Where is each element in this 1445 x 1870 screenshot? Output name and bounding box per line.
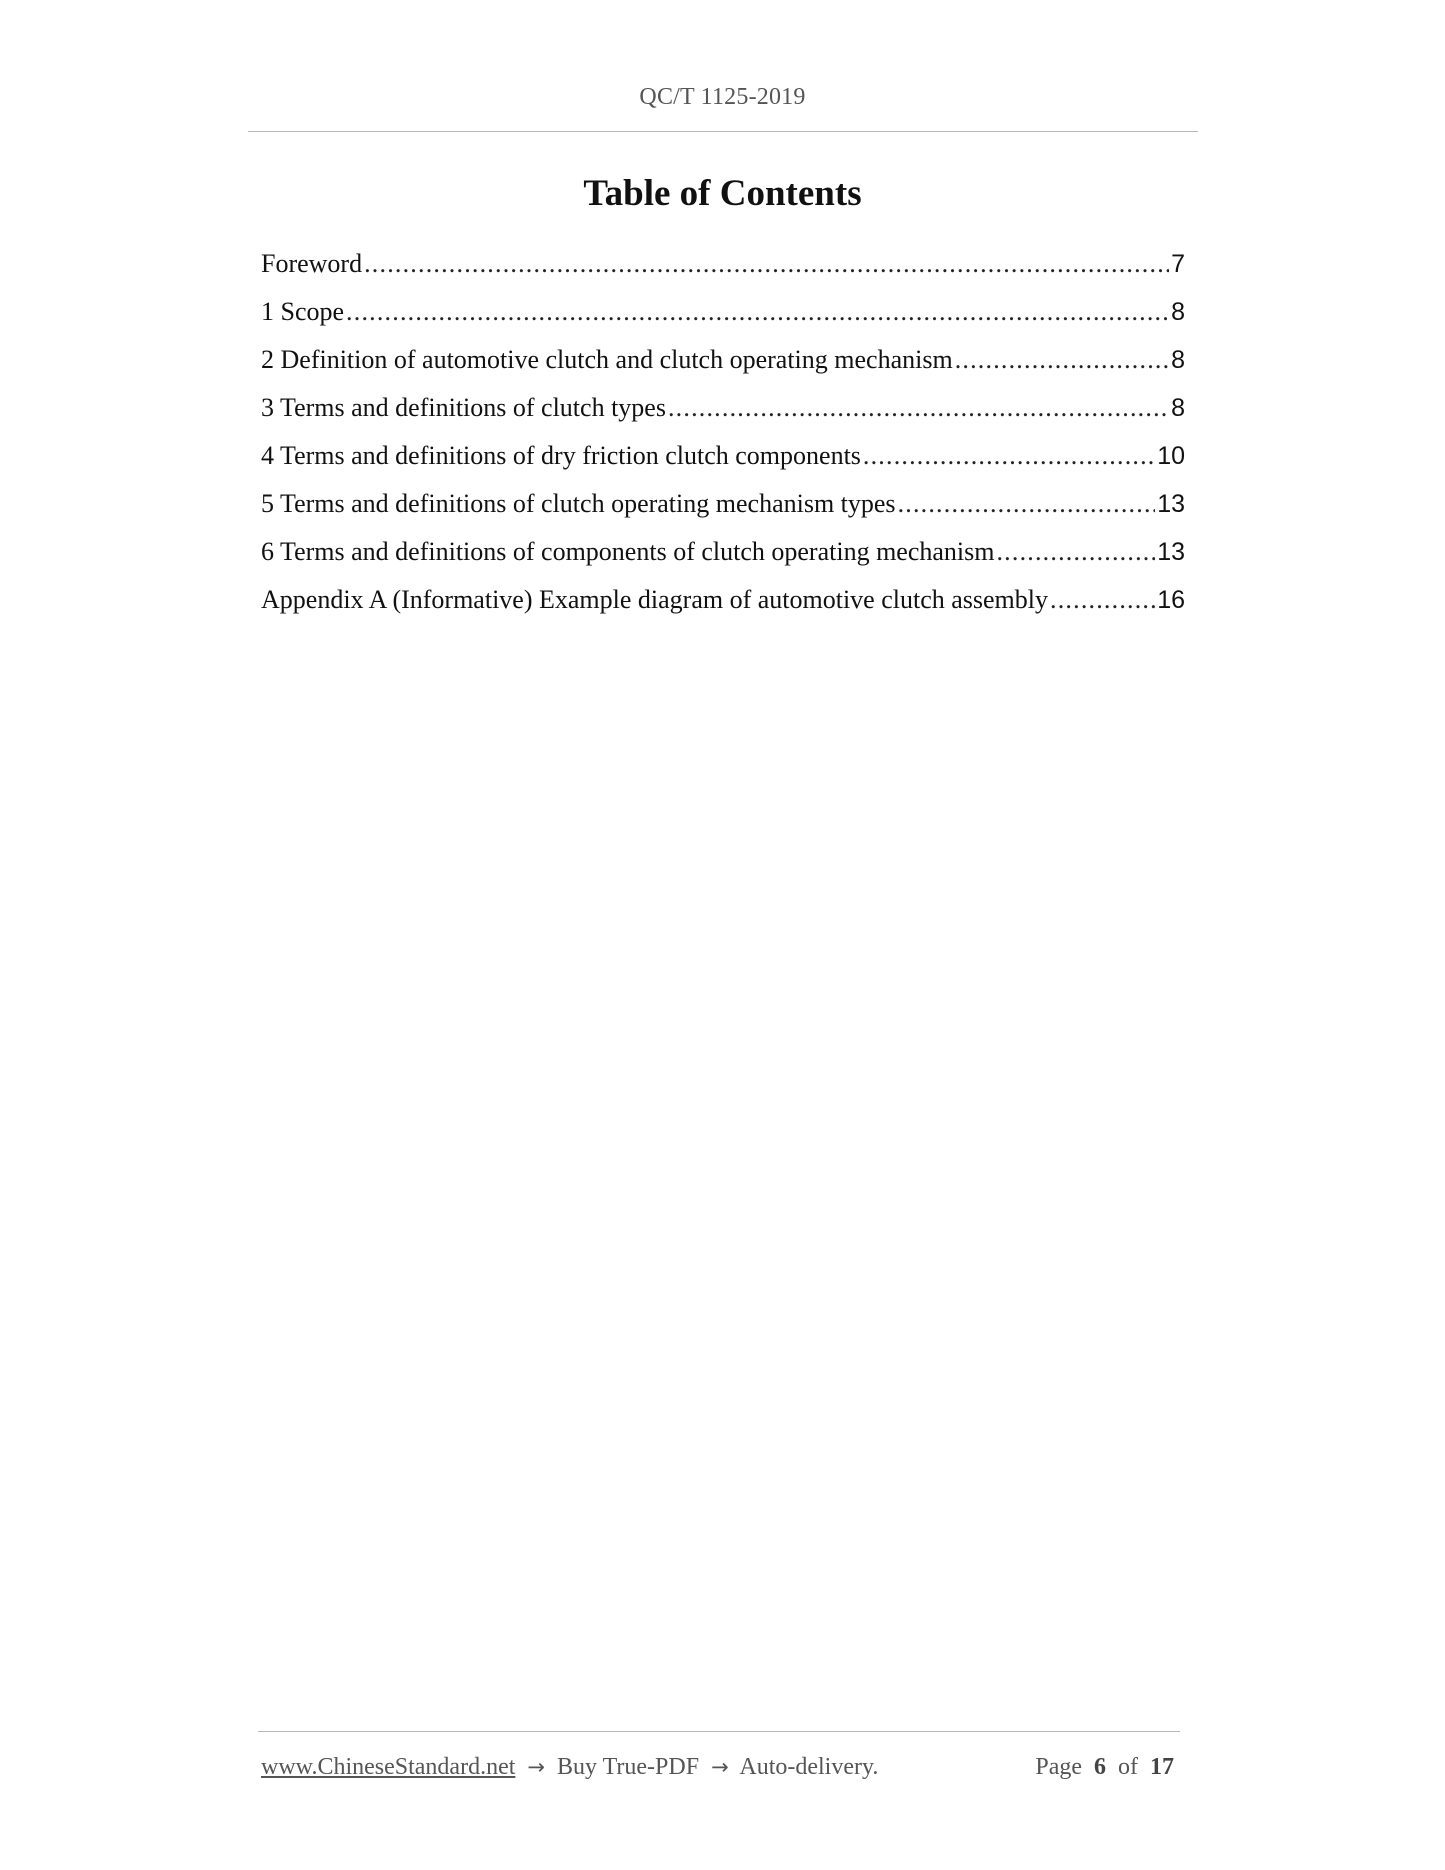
toc-entry-page: 7 bbox=[1171, 250, 1185, 278]
toc-entry-scope[interactable] bbox=[261, 288, 1185, 336]
toc-entry-title: Foreword bbox=[261, 249, 363, 278]
toc-entry-title: 2 Definition of automotive clutch and clutch operating mechanism bbox=[261, 345, 953, 374]
toc-dot-leader bbox=[996, 528, 1155, 576]
toc-entry-page: 8 bbox=[1171, 394, 1185, 422]
toc-entry-title: 6 Terms and definitions of components of clutch operating mechanism bbox=[261, 537, 995, 566]
toc-entry-title: 3 Terms and definitions of clutch types bbox=[261, 393, 666, 422]
toc-dot-leader bbox=[1050, 576, 1155, 624]
toc-heading: Table of Contents bbox=[583, 173, 862, 214]
arrow-right-icon: → bbox=[527, 1755, 545, 1779]
toc-entry-dry-friction-components[interactable] bbox=[261, 432, 1185, 480]
footer-divider bbox=[258, 1731, 1180, 1732]
toc-entry-page: 10 bbox=[1157, 442, 1185, 470]
toc-dot-leader bbox=[863, 432, 1155, 480]
toc-entry-operating-mechanism-types[interactable] bbox=[261, 480, 1185, 528]
toc-entry-page: 8 bbox=[1171, 298, 1185, 326]
toc-entry-definition[interactable] bbox=[261, 336, 1185, 384]
toc-entry-page: 13 bbox=[1157, 490, 1185, 518]
toc-entry-appendix-a[interactable] bbox=[261, 576, 1185, 624]
toc-entry-title: Appendix A (Informative) Example diagram of automotive clutch assembly bbox=[261, 585, 1049, 614]
site-link[interactable]: www.ChineseStandard.net bbox=[261, 1754, 516, 1780]
current-page-number: 6 bbox=[1094, 1754, 1106, 1780]
page-indicator bbox=[1035, 1750, 1180, 1784]
toc-entry-page: 8 bbox=[1171, 346, 1185, 374]
toc-entry-title: 4 Terms and definitions of dry friction clutch components bbox=[261, 441, 861, 470]
page-label: Page bbox=[1035, 1754, 1082, 1780]
toc-dot-leader bbox=[955, 336, 1169, 384]
toc-entry-title: 5 Terms and definitions of clutch operating mechanism types bbox=[261, 489, 896, 518]
toc-entry-operating-mechanism-components[interactable] bbox=[261, 528, 1185, 576]
toc-entry-foreword[interactable] bbox=[261, 240, 1185, 288]
toc-entry-title: 1 Scope bbox=[261, 297, 345, 326]
buy-text: Buy True-PDF bbox=[557, 1754, 700, 1780]
toc-dot-leader bbox=[898, 480, 1156, 528]
footer-promo bbox=[261, 1750, 878, 1784]
toc-dot-leader bbox=[364, 240, 1169, 288]
toc-list bbox=[261, 240, 1185, 624]
toc-entry-page: 13 bbox=[1157, 538, 1185, 566]
delivery-text: Auto-delivery. bbox=[739, 1754, 879, 1780]
toc-entry-page: 16 bbox=[1157, 586, 1185, 614]
arrow-right-icon: → bbox=[711, 1755, 729, 1779]
toc-dot-leader bbox=[346, 288, 1169, 336]
document-code-header: QC/T 1125-2019 bbox=[639, 84, 806, 110]
header-divider bbox=[248, 131, 1198, 132]
total-pages-number: 17 bbox=[1150, 1754, 1174, 1780]
of-label: of bbox=[1118, 1754, 1138, 1780]
toc-entry-clutch-types[interactable] bbox=[261, 384, 1185, 432]
toc-dot-leader bbox=[668, 384, 1169, 432]
page-footer bbox=[261, 1750, 1180, 1784]
